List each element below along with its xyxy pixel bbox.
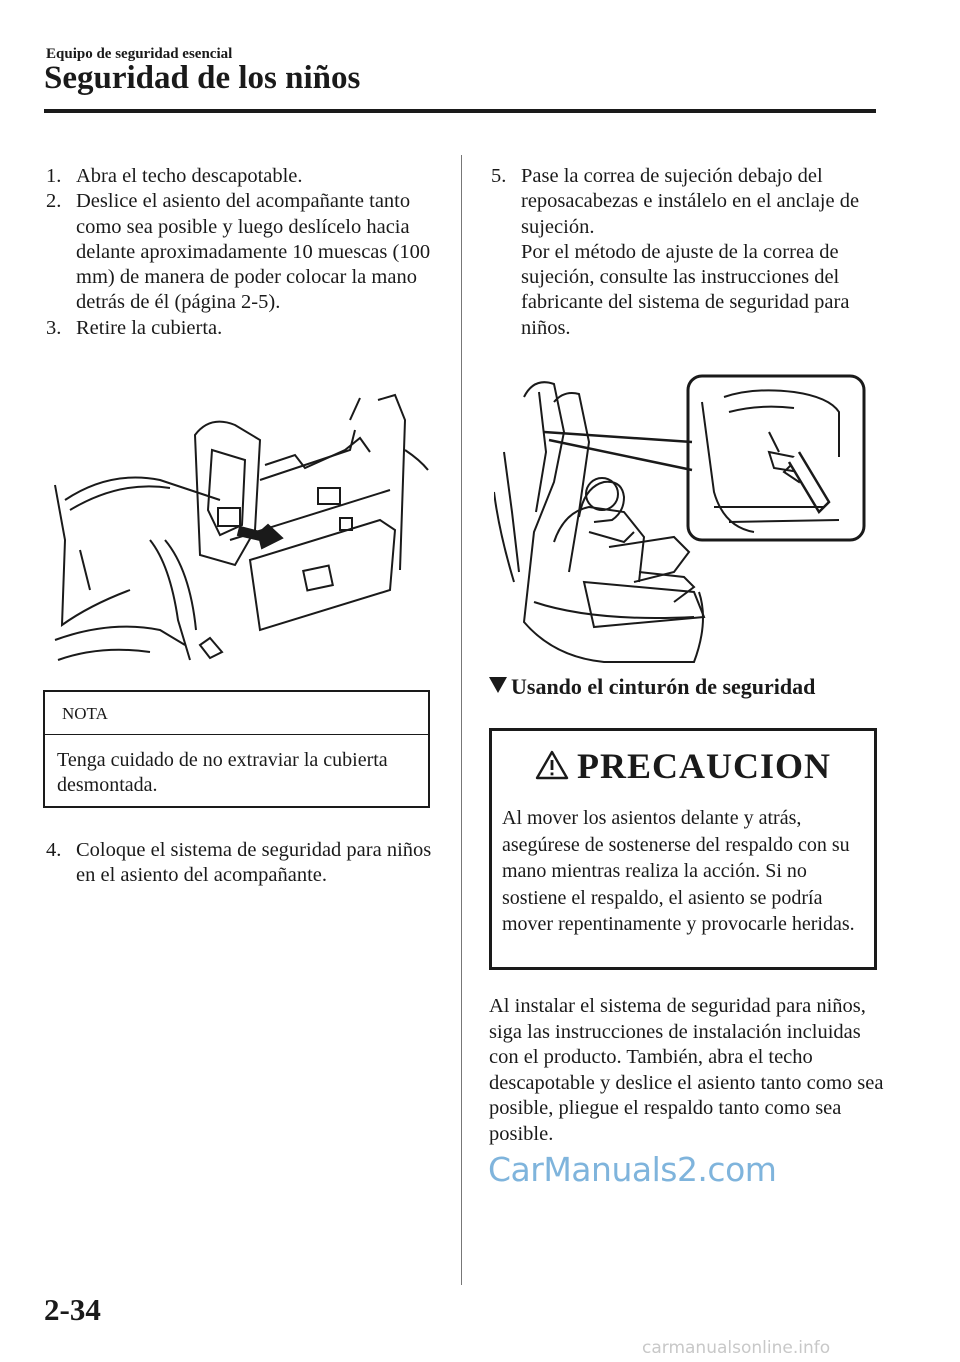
precaution-title bbox=[492, 745, 874, 789]
step-5-detail: Por el método de ajuste de la correa de sujeción, consulte las instrucciones del fabricante del sistema de seguridad para niños. bbox=[521, 240, 850, 339]
step-3 bbox=[46, 316, 436, 341]
step-number: 3. bbox=[46, 316, 62, 339]
step-5 bbox=[491, 164, 881, 341]
step-number: 4. bbox=[46, 839, 62, 861]
step-number: 1. bbox=[46, 165, 62, 187]
warning-icon bbox=[535, 747, 569, 789]
header-divider bbox=[44, 109, 876, 113]
column-divider bbox=[461, 155, 462, 1285]
precaution-body: Al mover los asientos delante y atrás, asegúrese de sostenerse del respaldo con su mano mientras realiza la acción. Si no sostiene el respaldo, el asiento se podría mover repentinamente y provocarle heridas. bbox=[502, 807, 855, 935]
step-text: Coloque el sistema de seguridad para niños en el asiento del acompañante. bbox=[76, 839, 432, 887]
note-body: Tenga cuidado de no extraviar la cubierta desmontada. bbox=[57, 749, 388, 796]
precaution-title-text: PRECAUCION bbox=[576, 746, 831, 786]
steps-list-left-continued bbox=[46, 838, 436, 889]
note-title: NOTA bbox=[45, 692, 428, 735]
step-text: Deslice el asiento del acompañante tanto como sea posible y luego deslícelo hacia delante aproximadamente 10 muescas (100 mm) de manera de poder colocar la mano detrás de él (página 2-5). bbox=[76, 190, 431, 314]
steps-list-left bbox=[46, 164, 436, 341]
step-text: Retire la cubierta. bbox=[76, 316, 223, 339]
triangle-bullet-icon bbox=[489, 677, 507, 693]
step-text bbox=[521, 164, 881, 341]
step-number: 5. bbox=[491, 165, 507, 187]
seat-cover-illustration bbox=[50, 390, 435, 672]
step-2 bbox=[46, 189, 436, 315]
footer-site: carmanualsonline.info bbox=[642, 1338, 831, 1358]
step-4 bbox=[46, 838, 436, 889]
step-number: 2. bbox=[46, 190, 62, 213]
steps-list-right bbox=[491, 164, 881, 341]
step-5-instruction: Pase la correa de sujeción debajo del reposacabezas e instálelo en el anclaje de sujeción. bbox=[521, 165, 860, 238]
watermark: CarManuals2.com bbox=[488, 1150, 777, 1189]
installation-paragraph: Al instalar el sistema de seguridad para niños, siga las instrucciones de instalación incluidas con el producto. También, abra el techo descapotable y deslice el asiento tanto como sea posible, pliegue el respaldo tanto como sea posible. bbox=[489, 995, 884, 1145]
child-seat-tether-illustration bbox=[494, 372, 869, 664]
step-text: Abra el techo descapotable. bbox=[76, 165, 303, 187]
page-title: Seguridad de los niños bbox=[44, 60, 361, 96]
page-number: 2-34 bbox=[44, 1292, 101, 1327]
section-label: Equipo de seguridad esencial bbox=[46, 46, 233, 62]
note-box bbox=[43, 690, 430, 808]
precaution-box bbox=[489, 728, 877, 970]
section-heading bbox=[489, 674, 815, 700]
step-1 bbox=[46, 164, 436, 189]
section-heading-text: Usando el cinturón de seguridad bbox=[511, 674, 816, 699]
